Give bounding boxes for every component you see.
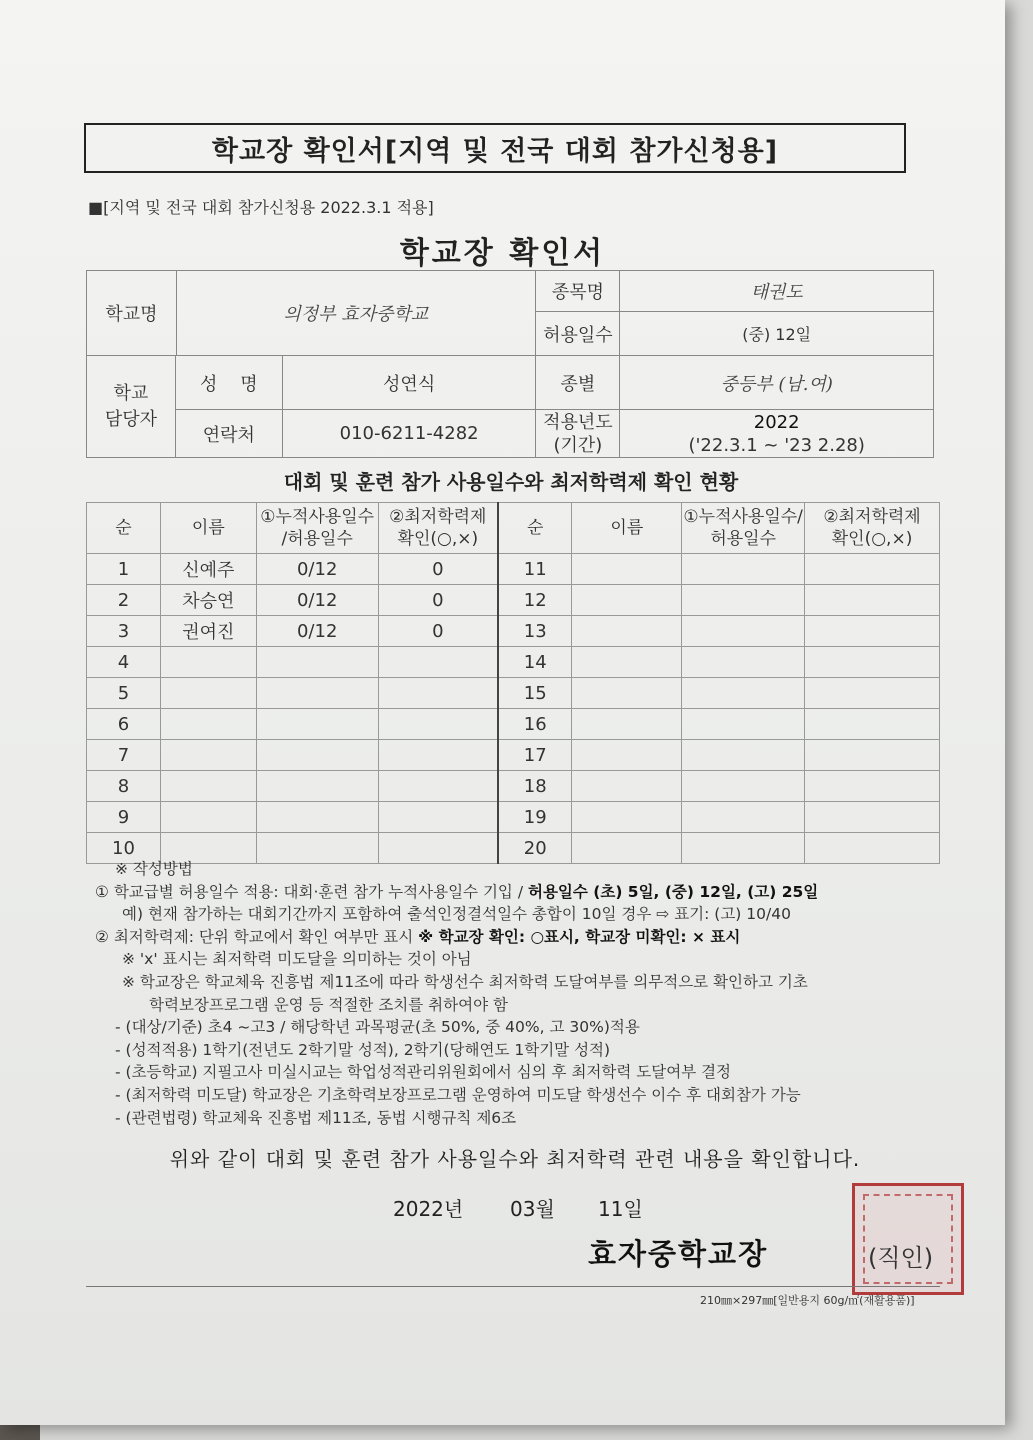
date-day: 11일 (598, 1197, 643, 1221)
row-no: 8 (87, 771, 161, 802)
event-value: 태권도 (620, 271, 934, 312)
row-check: 0 (378, 554, 498, 585)
row-no-right: 15 (498, 678, 572, 709)
row-check-right (805, 802, 940, 833)
table-row (87, 709, 940, 740)
row-check (378, 802, 498, 833)
table-row (87, 740, 940, 771)
phone-value: 010-6211-4282 (282, 410, 536, 458)
note-1-example: 예) 현재 참가하는 대회기간까지 포함하여 출석인정결석일수 총합이 10일 경우 ⇨ 표기: (고) 10/40 (122, 905, 791, 924)
col-check-right-line1: ②최저학력제 (823, 507, 921, 527)
row-name-right (572, 616, 682, 647)
event-label: 종목명 (536, 271, 620, 312)
year-label-line2: (기간) (553, 434, 603, 456)
row-no: 6 (87, 709, 161, 740)
row-check-right (805, 616, 940, 647)
row-days: 0/12 (256, 616, 378, 647)
col-days-right-line2: 허용일수 (710, 529, 777, 549)
col-days-header (256, 503, 378, 554)
row-days (256, 771, 378, 802)
row-days-right (682, 647, 805, 678)
table-row (87, 554, 940, 585)
row-check-right (805, 771, 940, 802)
row-name-right (572, 802, 682, 833)
phone-label: 연락처 (175, 410, 282, 458)
confirmation-statement: 위와 같이 대회 및 훈련 참가 사용일수와 최저학력 관련 내용을 확인합니다. (169, 1147, 861, 1171)
row-no: 5 (87, 678, 161, 709)
paper-spec: 210㎜×297㎜[일반용지 60g/㎡(재활용품)] (700, 1294, 915, 1307)
period-value: ('22.3.1 ~ '23 2.28) (688, 434, 865, 456)
note-2-principal-duty: ※ 학교장은 학교체육 진흥법 제11조에 따라 학생선수 최저학력 도달여부를 의무적으로 확인하고 기초 (122, 972, 808, 991)
row-name-right (572, 585, 682, 616)
col-check-header (378, 503, 498, 554)
col-no-header: 순 (87, 503, 161, 554)
row-no: 4 (87, 647, 161, 678)
row-no: 2 (87, 585, 161, 616)
note-1 (95, 881, 955, 904)
row-no-right: 11 (498, 554, 572, 585)
signer-title: 효자중학교장 (588, 1237, 769, 1271)
instructions-block (95, 858, 955, 1129)
row-check-right (805, 647, 940, 678)
status-heading: 대회 및 훈련 참가 사용일수와 최저학력제 확인 현황 (283, 470, 739, 494)
row-check-right (805, 709, 940, 740)
note-2-bold: ※ 학교장 확인: ○표시, 학교장 미확인: × 표시 (418, 927, 741, 946)
note-detail-target: - (대상/기준) 초4 ~고3 / 해당학년 과목평균(초 50%, 중 40%, 고 30%)적용 (115, 1018, 640, 1037)
form-version-line: ■[지역 및 전국 대회 참가신청용 2022.3.1 적용] (88, 198, 434, 217)
col-days-header-right (682, 503, 805, 554)
row-no: 3 (87, 616, 161, 647)
table-row (87, 771, 940, 802)
name-value: 성연식 (282, 356, 536, 410)
note-1-text: ① 학교급별 허용일수 적용: 대회·훈련 참가 누적사용일수 기입 / (95, 882, 528, 901)
row-check-right (805, 554, 940, 585)
row-days-right (682, 678, 805, 709)
note-2-principal-duty-cont: 학력보장프로그램 운영 등 적절한 조치를 취하여야 함 (149, 995, 508, 1014)
row-check (378, 678, 498, 709)
note-2 (95, 926, 955, 949)
row-days-right (682, 616, 805, 647)
row-no-right: 17 (498, 740, 572, 771)
note-detail-elementary: - (초등학교) 지필고사 미실시교는 학업성적관리위원회에서 심의 후 최저학력 도달여부 결정 (115, 1063, 732, 1082)
row-no: 7 (87, 740, 161, 771)
row-check (378, 709, 498, 740)
row-name-right (572, 554, 682, 585)
row-name-right (572, 740, 682, 771)
row-check (378, 771, 498, 802)
note-detail-law: - (관련법령) 학교체육 진흥법 제11조, 동법 시행규칙 제6조 (115, 1108, 517, 1127)
row-name: 권여진 (160, 616, 256, 647)
row-no-right: 18 (498, 771, 572, 802)
row-check-right (805, 740, 940, 771)
school-name-value: 의정부 효자중학교 (283, 304, 429, 325)
col-days-header-line2: /허용일수 (281, 529, 353, 549)
row-days-right (682, 554, 805, 585)
school-info-table (86, 270, 934, 458)
col-check-header-line2: 확인(○,×) (397, 529, 479, 549)
col-name-header: 이름 (160, 503, 256, 554)
row-days (256, 709, 378, 740)
row-no-right: 19 (498, 802, 572, 833)
col-check-header-right (805, 503, 940, 554)
row-no: 9 (87, 802, 161, 833)
contact-person-label: 학교 담당자 (87, 356, 176, 458)
table-row (87, 585, 940, 616)
notes-heading: ※ 작성방법 (115, 860, 193, 878)
col-days-header-line1: ①누적사용일수 (260, 507, 375, 527)
note-2-text: ② 최저학력제: 단위 학교에서 확인 여부만 표시 (95, 927, 419, 946)
row-no-right: 12 (498, 585, 572, 616)
row-name (160, 771, 256, 802)
main-heading: 학교장 확인서 (399, 236, 606, 271)
row-name: 차승연 (160, 585, 256, 616)
row-days-right (682, 802, 805, 833)
table-row (87, 647, 940, 678)
year-value: 2022 (753, 411, 800, 433)
row-days-right (682, 585, 805, 616)
row-days-right (682, 771, 805, 802)
row-check: 0 (378, 585, 498, 616)
date-year: 2022년 (393, 1197, 464, 1221)
row-days-right (682, 740, 805, 771)
row-no-right: 20 (498, 833, 572, 864)
row-no-right: 14 (498, 647, 572, 678)
document-title-box: 학교장 확인서[지역 및 전국 대회 참가신청용] (84, 123, 906, 173)
row-name-right (572, 678, 682, 709)
row-name (160, 802, 256, 833)
row-name (160, 740, 256, 771)
year-label-line1: 적용년도 (543, 411, 613, 433)
note-detail-grades: - (성적적용) 1학기(전년도 2학기말 성적), 2학기(당해연도 1학기말 성적) (115, 1040, 611, 1059)
col-check-header-line1: ②최저학력제 (389, 507, 487, 527)
school-label: 학교명 (87, 271, 177, 355)
note-2-x-meaning: ※ 'x' 표시는 최저학력 미도달을 의미하는 것이 아님 (122, 950, 472, 969)
allowed-days-label: 허용일수 (536, 312, 620, 356)
row-days (256, 647, 378, 678)
table-row (87, 616, 940, 647)
col-name-header-right: 이름 (572, 503, 682, 554)
row-name-right (572, 709, 682, 740)
table-row (87, 802, 940, 833)
category-value: 중등부 (남.여) (620, 356, 934, 410)
bottom-rule (86, 1286, 940, 1287)
row-name (160, 678, 256, 709)
row-no: 10 (87, 833, 161, 864)
name-label: 성 명 (175, 356, 282, 410)
row-name-right (572, 647, 682, 678)
row-no-right: 13 (498, 616, 572, 647)
note-1-bold: 허용일수 (초) 5일, (중) 12일, (고) 25일 (527, 882, 819, 901)
row-days (256, 802, 378, 833)
row-days: 0/12 (256, 554, 378, 585)
col-days-right-line1: ①누적사용일수/ (683, 507, 803, 527)
row-check-right (805, 585, 940, 616)
row-name (160, 647, 256, 678)
note-detail-not-met: - (최저학력 미도달) 학교장은 기초학력보장프로그램 운영하여 미도달 학생선수 이수 후 대회참가 가능 (115, 1085, 801, 1104)
roster-header-row (87, 503, 940, 554)
row-check (378, 740, 498, 771)
row-days: 0/12 (256, 585, 378, 616)
row-days (256, 678, 378, 709)
category-label: 종별 (536, 356, 620, 410)
row-no: 1 (87, 554, 161, 585)
row-check: 0 (378, 616, 498, 647)
row-check-right (805, 678, 940, 709)
row-name: 신예주 (160, 554, 256, 585)
allowed-days-value: (중) 12일 (620, 312, 934, 356)
roster-table (86, 502, 940, 864)
row-days (256, 740, 378, 771)
date-month: 03월 (510, 1197, 555, 1221)
row-no-right: 16 (498, 709, 572, 740)
year-label (536, 410, 620, 458)
row-days-right (682, 709, 805, 740)
col-no-header-right: 순 (498, 503, 572, 554)
row-check (378, 647, 498, 678)
row-name-right (572, 771, 682, 802)
year-value-cell (620, 410, 934, 458)
col-check-right-line2: 확인(○,×) (831, 529, 913, 549)
seal-label: (직인) (868, 1244, 934, 1272)
row-name (160, 709, 256, 740)
table-row (87, 678, 940, 709)
